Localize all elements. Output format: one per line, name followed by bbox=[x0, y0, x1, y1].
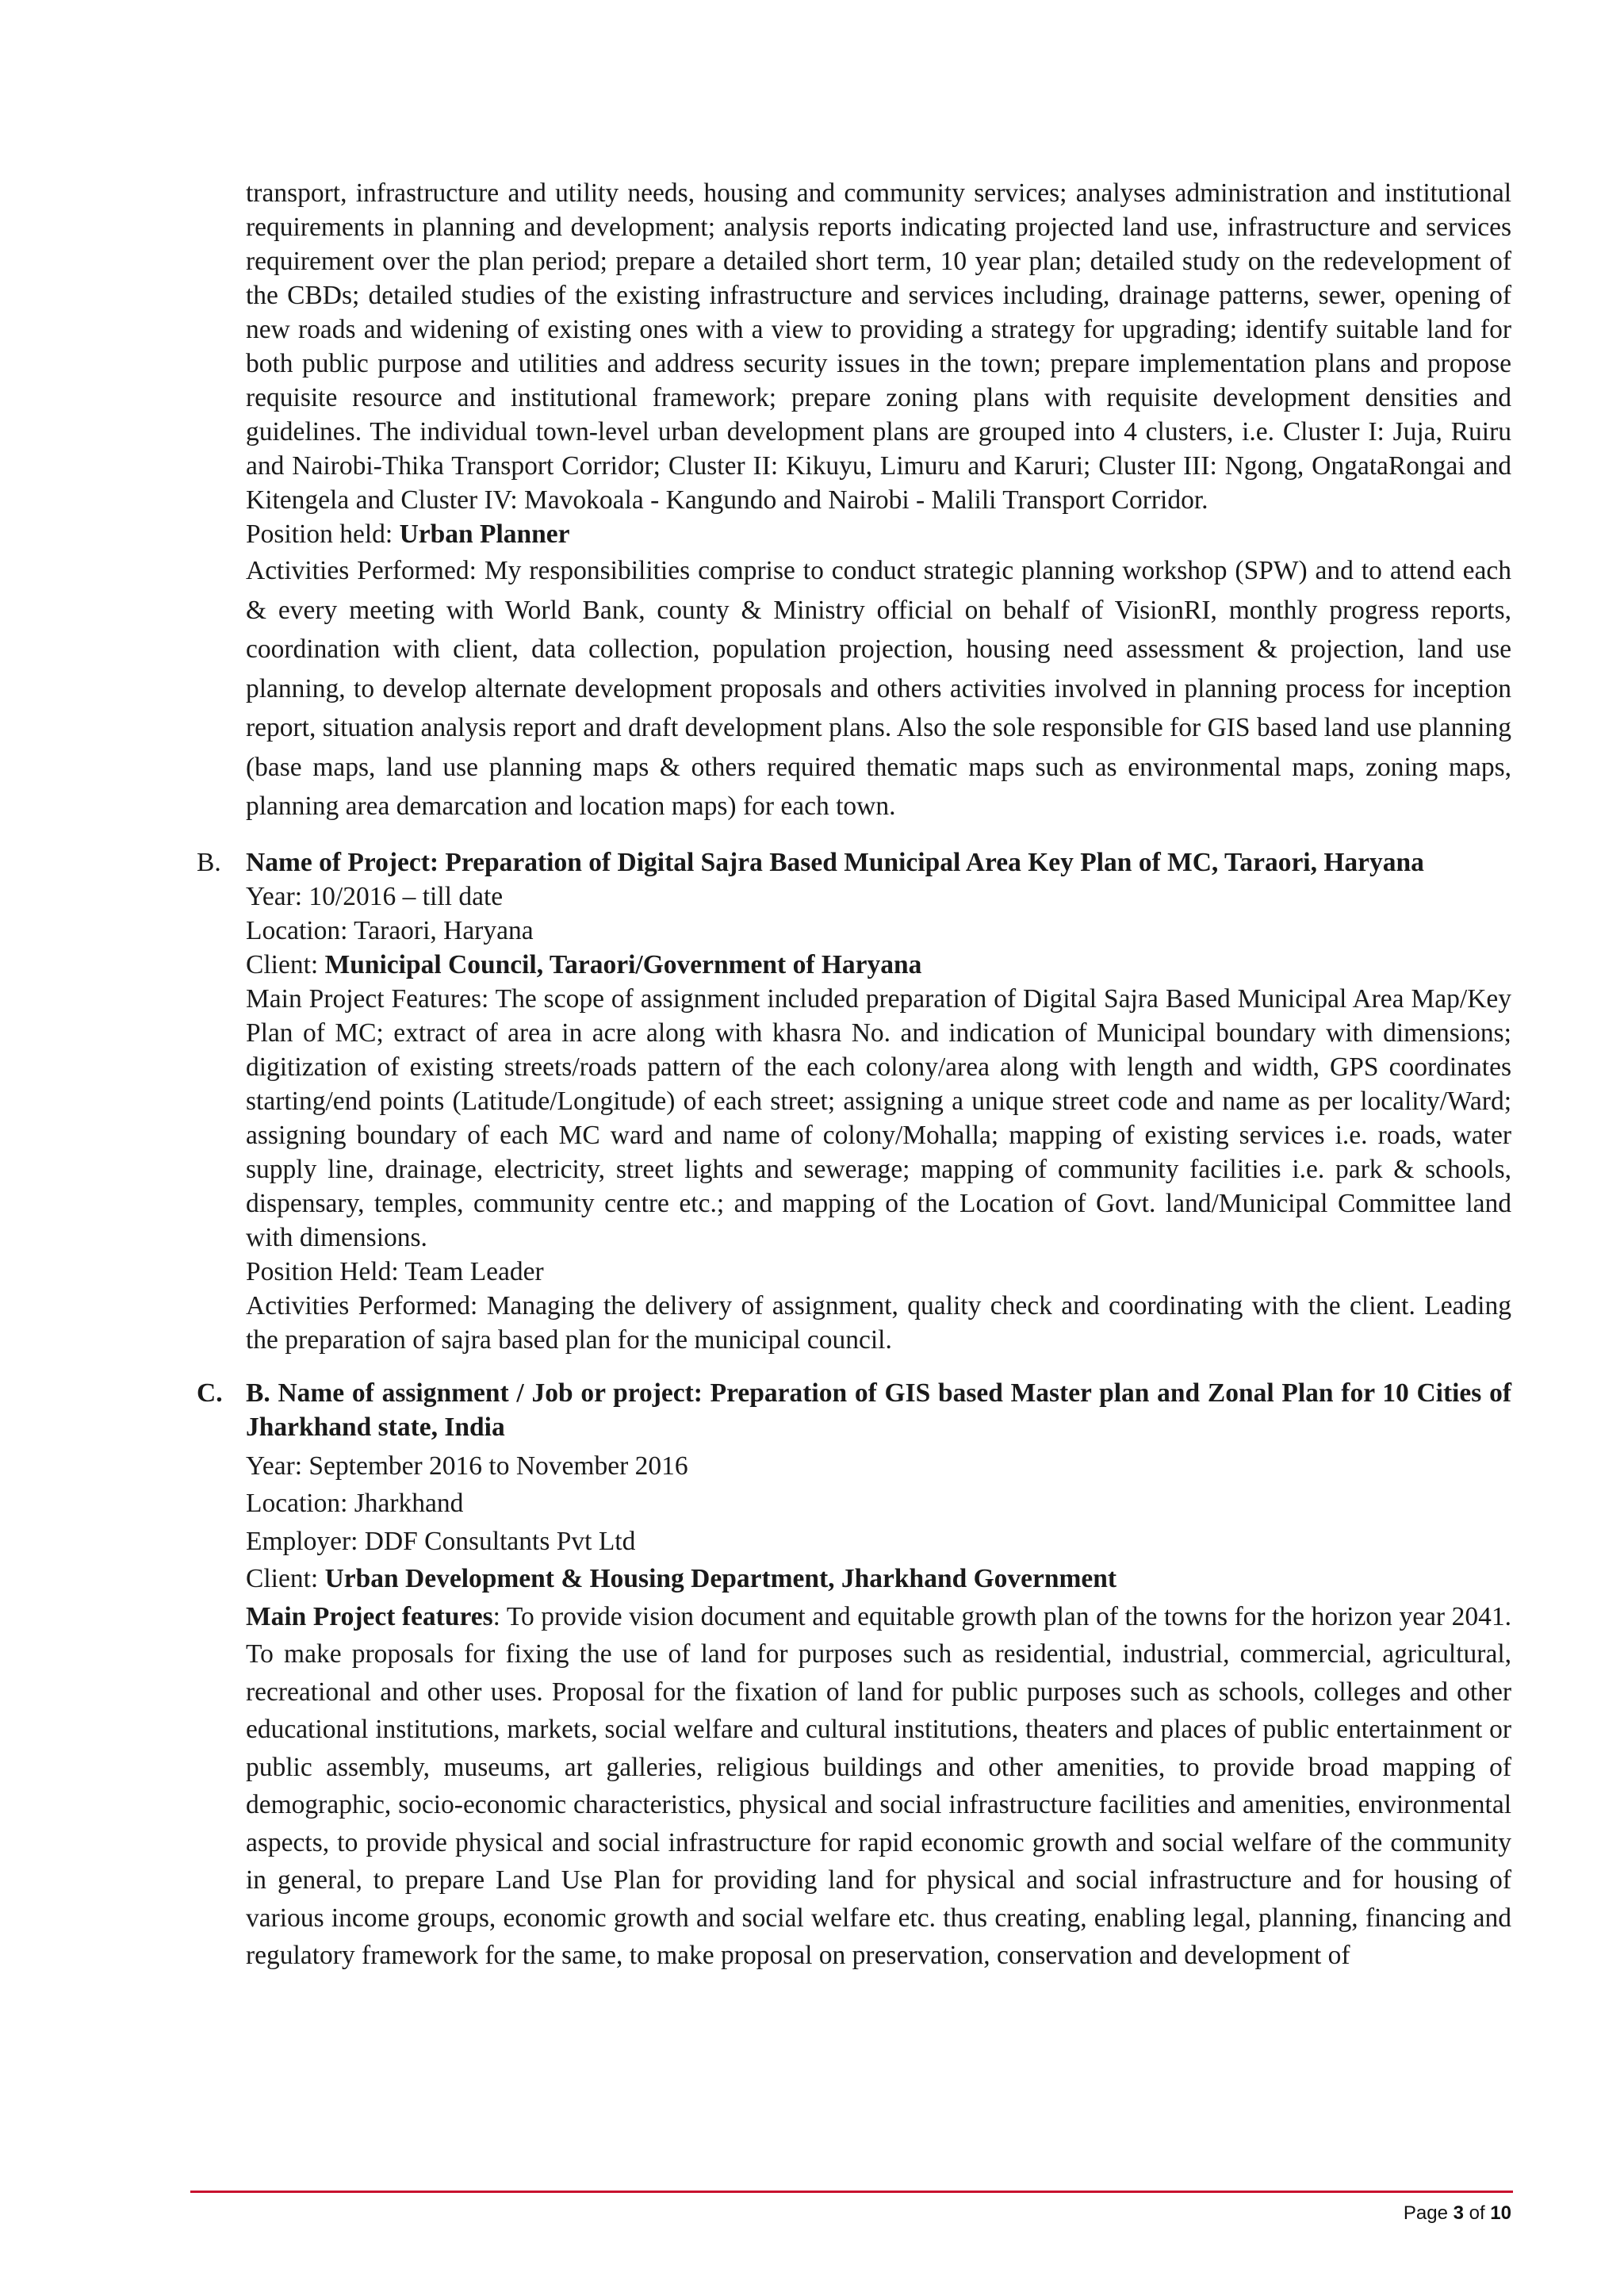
project-year-b: Year: 10/2016 – till date bbox=[246, 881, 504, 911]
project-title-c: B. Name of assignment / Job or project: Preparation of GIS based Master plan and Zonal Plan for 10 Cities of Jharkhand state, India bbox=[246, 1378, 1511, 1442]
activities-paragraph: Activities Performed: My responsibilities comprise to conduct strategic planning workshop (SPW) and to attend each & every meeting with World Bank, county & Ministry official on behalf of VisionRI, monthly progress reports, coordination with client, data collection, population projection, housing need assessment & projection, land use planning, to develop alternate development proposals and others activities involved in planning process for inception report, situation analysis report and draft development plans. Also the sole responsible for GIS based land use planning (base maps, land use planning maps & others required thematic maps such as environmental maps, zoning maps, planning area demarcation and location maps) for each town. bbox=[246, 556, 1511, 821]
project-location-c: Location: Jharkhand bbox=[246, 1489, 464, 1518]
footer-divider bbox=[190, 2191, 1513, 2193]
client-label-c: Client: bbox=[246, 1564, 325, 1593]
section-marker-b: B. bbox=[197, 847, 221, 877]
section-marker-c: C. bbox=[197, 1378, 223, 1408]
page-of-label: of bbox=[1463, 2202, 1491, 2224]
project-year-c: Year: September 2016 to November 2016 bbox=[246, 1451, 688, 1481]
project-features-b: Main Project Features: The scope of assignment included preparation of Digital Sajra Based Municipal Area Map/Key Plan of MC; extract of area in acre along with khasra No. and indication of Municipal boundary with dimensions; digitization of existing streets/roads pattern of the each colony/area along with length and width, GPS coordinates starting/end points (Latitude/Longitude) of each street; assigning a unique street code and name as per locality/Ward; assigning boundary of each MC ward and name of colony/Mohalla; mapping of existing services i.e. roads, water supply line, drainage, electricity, street lights and sewerage; mapping of community facilities i.e. park & schools, dispensary, temples, community centre etc.; and mapping of the Location of Govt. land/Municipal Committee land with dimensions. bbox=[246, 983, 1511, 1252]
project-section-c bbox=[197, 1376, 1511, 1975]
project-title-b: Name of Project: Preparation of Digital Sajra Based Municipal Area Key Plan of MC, Taraori, Haryana bbox=[246, 847, 1424, 877]
client-value-c: Urban Development & Housing Department, Jharkhand Government bbox=[324, 1564, 1117, 1593]
page-current: 3 bbox=[1453, 2202, 1464, 2224]
page-content bbox=[197, 176, 1511, 1975]
page-label: Page bbox=[1403, 2202, 1454, 2224]
features-label-c: Main Project features bbox=[246, 1601, 493, 1631]
project-client-b bbox=[246, 948, 1511, 982]
client-value-b: Municipal Council, Taraori/Government of Haryana bbox=[324, 949, 922, 979]
position-held-label: Position held: bbox=[246, 519, 400, 549]
client-label-b: Client: bbox=[246, 949, 325, 979]
position-held-line bbox=[246, 517, 1511, 551]
intro-block bbox=[246, 176, 1511, 826]
project-employer-c: Employer: DDF Consultants Pvt Ltd bbox=[246, 1526, 636, 1556]
page-total: 10 bbox=[1490, 2202, 1511, 2224]
project-features-c bbox=[246, 1598, 1511, 1975]
project-activities-b: Activities Performed: Managing the delivery of assignment, quality check and coordinating with the client. Leading the preparation of sajra based plan for the municipal council. bbox=[246, 1290, 1511, 1355]
project-client-c bbox=[246, 1560, 1511, 1598]
project-section-b bbox=[197, 845, 1511, 1357]
position-held-value: Urban Planner bbox=[399, 519, 570, 549]
page-number bbox=[1404, 2202, 1511, 2225]
features-text-c: : To provide vision document and equitable growth plan of the towns for the horizon year 2041. To make proposals for fixing the use of land for purposes such as residential, industrial, commercial, agricultural, recreational and other uses. Proposal for the fixation of land for public purposes such as schools, colleges and other educational institutions, markets, social welfare and cultural institutions, theaters and places of public entertainment or public assembly, museums, art galleries, religious buildings and other amenities, to provide broad mapping of demographic, socio-economic characteristics, physical and social infrastructure facilities and amenities, environmental aspects, to provide physical and social infrastructure for rapid economic growth and social welfare of the community in general, to prepare Land Use Plan for providing land for physical and social infrastructure and for housing of various income groups, economic growth and social welfare etc. thus creating, enabling legal, planning, financing and regulatory framework for the same, to make proposal on preservation, conservation and development of bbox=[246, 1601, 1511, 1970]
project-location-b: Location: Taraori, Haryana bbox=[246, 915, 534, 945]
project-position-b: Position Held: Team Leader bbox=[246, 1256, 544, 1286]
intro-paragraph: transport, infrastructure and utility needs, housing and community services; analyses administration and institutional requirements in planning and development; analysis reports indicating projected land use, infrastructure and services requirement over the plan period; prepare a detailed short term, 10 year plan; detailed study on the redevelopment of the CBDs; detailed studies of the existing infrastructure and services including, drainage patterns, sewer, opening of new roads and widening of existing ones with a view to providing a strategy for upgrading; identify suitable land for both public purpose and utilities and address security issues in the town; prepare implementation plans and propose requisite resource and institutional framework; prepare zoning plans with requisite development densities and guidelines. The individual town-level urban development plans are grouped into 4 clusters, i.e. Cluster I: Juja, Ruiru and Nairobi-Thika Transport Corridor; Cluster II: Kikuyu, Limuru and Karuri; Cluster III: Ngong, OngataRongai and Kitengela and Cluster IV: Mavokoala - Kangundo and Nairobi - Malili Transport Corridor. bbox=[246, 178, 1511, 515]
